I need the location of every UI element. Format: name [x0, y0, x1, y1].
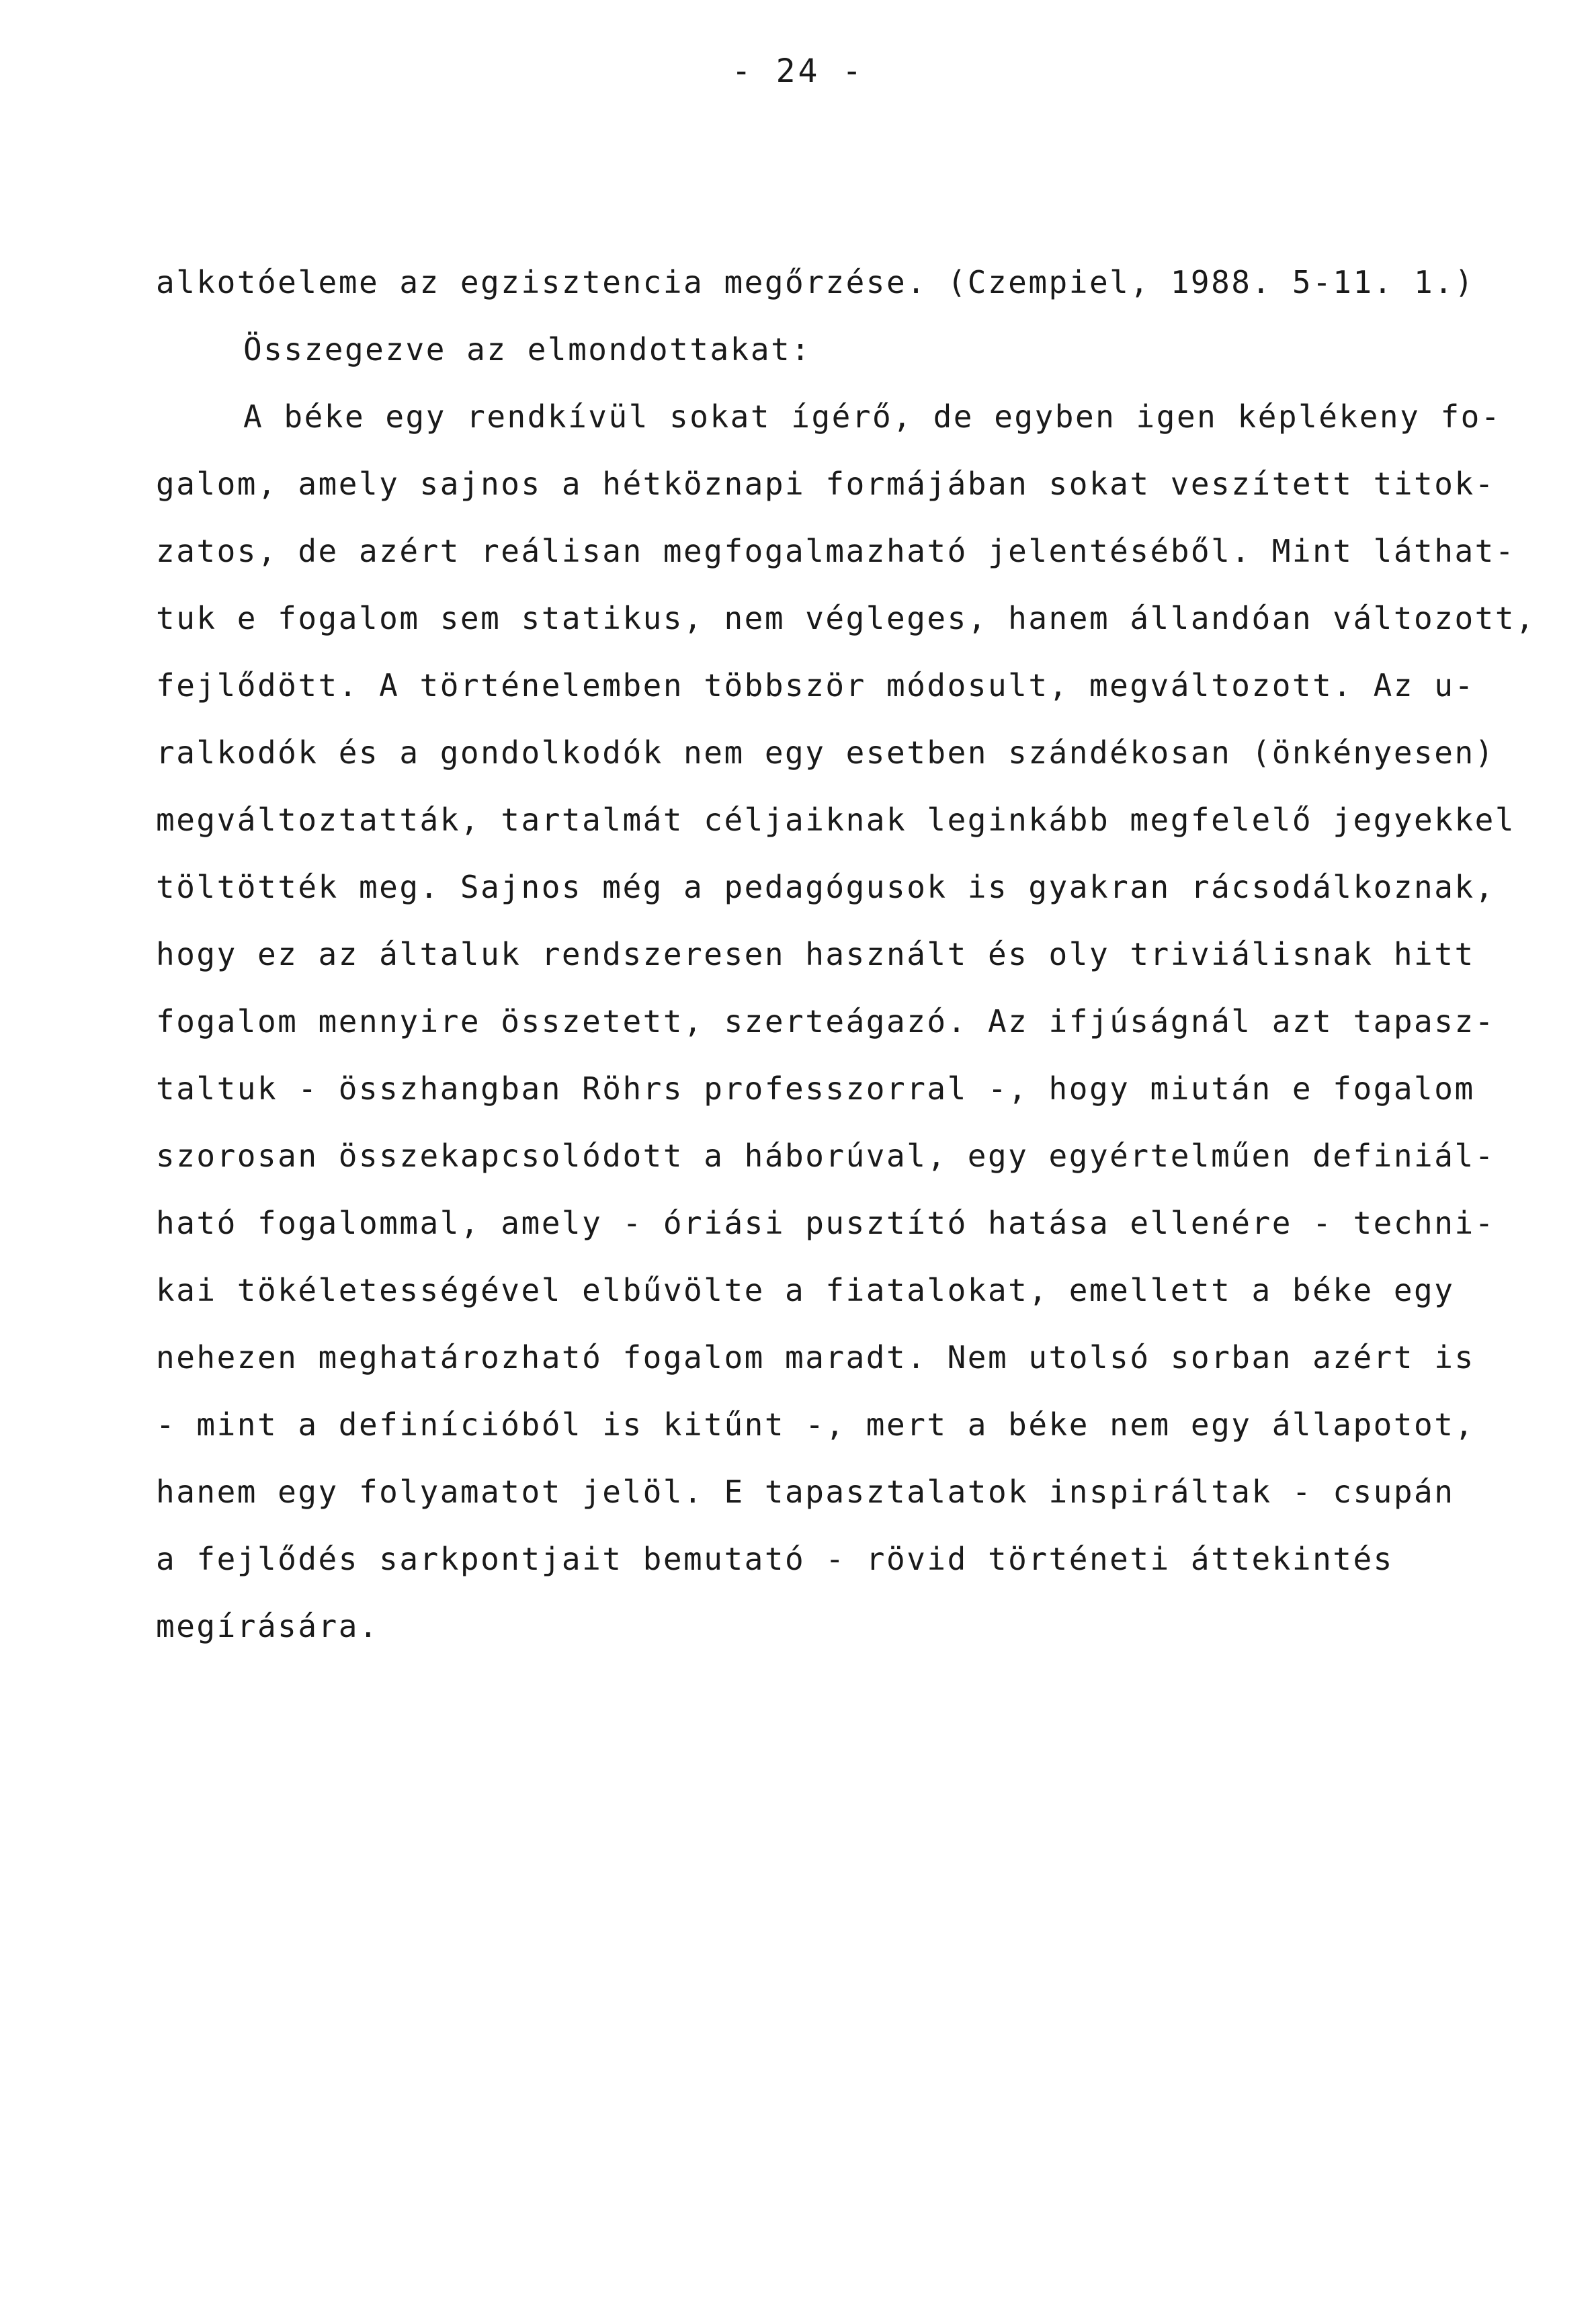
text-line: megírására. — [156, 1608, 380, 1644]
text-line: szorosan összekapcsolódott a háborúval, egy egyértelműen definiál- — [156, 1138, 1495, 1174]
text-line: taltuk - összhangban Röhrs professzorral -, hogy miután e fogalom — [156, 1070, 1475, 1107]
text-line: zatos, de azért reálisan megfogalmazható jelentéséből. Mint láthat- — [156, 533, 1516, 569]
text-line: hanem egy folyamatot jelöl. E tapasztalatok inspiráltak - csupán — [156, 1474, 1455, 1510]
text-line: Összegezve az elmondottakat: — [243, 331, 812, 368]
text-line: nehezen meghatározható fogalom maradt. Nem utolsó sorban azért is — [156, 1339, 1475, 1376]
text-line: A béke egy rendkívül sokat ígérő, de egyben igen képlékeny fo- — [243, 398, 1502, 435]
text-line: - mint a definícióból is kitűnt -, mert a béke nem egy állapotot, — [156, 1406, 1475, 1443]
body-text — [156, 249, 1554, 1660]
text-line: galom, amely sajnos a hétköznapi formájában sokat veszített titok- — [156, 466, 1495, 502]
text-line: kai tökéletességével elbűvölte a fiatalokat, emellett a béke egy — [156, 1272, 1455, 1308]
text-line: tuk e fogalom sem statikus, nem végleges, hanem állandóan változott, — [156, 600, 1536, 636]
page-number: - 24 - — [731, 52, 865, 90]
text-line: ható fogalommal, amely - óriási pusztító hatása ellenére - techni- — [156, 1205, 1495, 1241]
text-line: a fejlődés sarkpontjait bemutató - rövid történeti áttekintés — [156, 1541, 1394, 1577]
text-line: megváltoztatták, tartalmát céljaiknak leginkább megfelelő jegyekkel — [156, 802, 1516, 838]
text-line: hogy ez az általuk rendszeresen használt és oly triviálisnak hitt — [156, 936, 1475, 972]
text-line: alkotóeleme az egzisztencia megőrzése. (Czempiel, 1988. 5-11. 1.) — [156, 264, 1475, 300]
text-line: ralkodók és a gondolkodók nem egy esetben szándékosan (önkényesen) — [156, 734, 1495, 771]
text-line: fejlődött. A történelemben többször módosult, megváltozott. Az u- — [156, 667, 1475, 704]
text-line: töltötték meg. Sajnos még a pedagógusok is gyakran rácsodálkoznak, — [156, 869, 1495, 905]
text-line: fogalom mennyire összetett, szerteágazó. Az ifjúságnál azt tapasz- — [156, 1003, 1495, 1040]
